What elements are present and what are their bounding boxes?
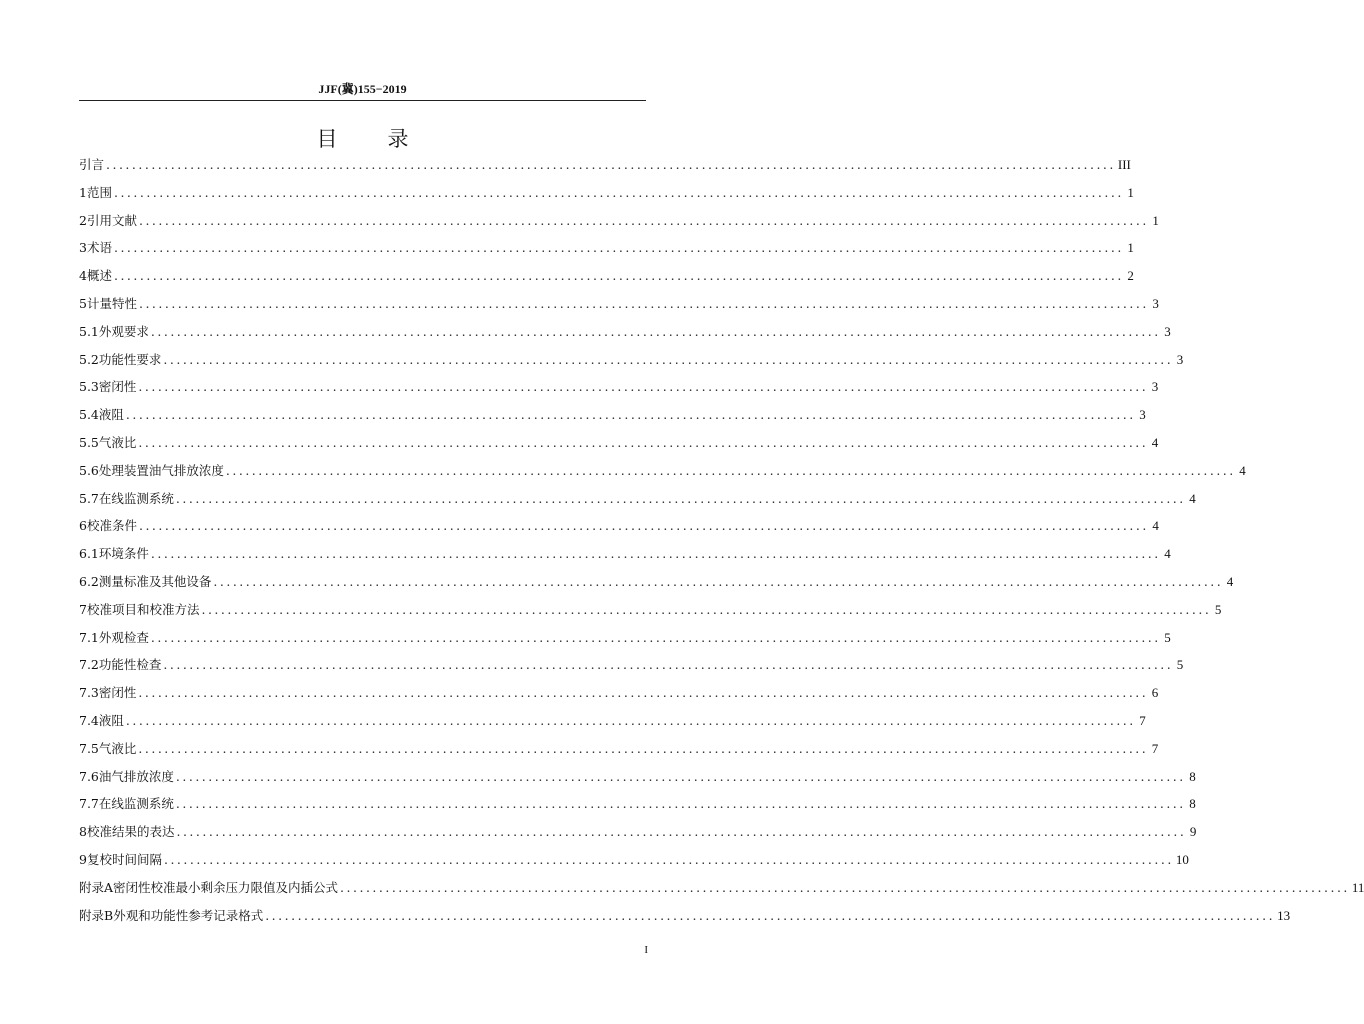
toc-entry-page: 5 (1176, 657, 1184, 673)
toc-entry-number: 5.6 (79, 462, 99, 478)
toc-entry[interactable] (79, 348, 1184, 376)
toc-entry-page: 9 (1189, 824, 1197, 840)
toc-entry[interactable] (79, 431, 1159, 459)
toc-entry-page: 5 (1214, 601, 1222, 617)
toc-dot-leader: ............................................................................................................................................................ (138, 295, 1149, 311)
toc-entry-number: 6 (79, 518, 87, 534)
toc-entry-page: 3 (1139, 407, 1146, 423)
toc-entry-number: 7 (79, 601, 87, 617)
toc-dot-leader: ............................................................................................................................................................ (138, 740, 1149, 756)
toc-entry[interactable] (79, 765, 1196, 793)
toc-dot-leader: ............................................................................................................................................................ (138, 685, 1149, 701)
toc-entry-label: 功能性检查 (98, 657, 162, 673)
toc-entry-label: 校准项目和校准方法 (86, 601, 200, 617)
toc-entry-number: 附录A (79, 879, 114, 895)
toc-entry-label: 概述 (86, 268, 112, 284)
toc-entry-page: 8 (1189, 796, 1196, 812)
toc-entry-number: 7.7 (79, 796, 99, 812)
toc-entry[interactable] (79, 709, 1146, 737)
toc-entry-label: 密闭性 (98, 379, 137, 395)
page-number: I (644, 944, 648, 956)
toc-entry-page: 1 (1127, 240, 1134, 256)
toc-dot-leader: ............................................................................................................................................................ (340, 879, 1350, 895)
toc-entry-label: 在线监测系统 (98, 490, 174, 506)
toc-dot-leader: ............................................................................................................................................................ (213, 573, 1224, 589)
toc-entry-label: 测量标准及其他设备 (98, 573, 212, 589)
toc-entry-label: 计量特性 (86, 295, 137, 311)
toc-dot-leader: ............................................................................................................................................................ (138, 212, 1149, 228)
toc-entry-number: 7.3 (79, 685, 99, 701)
toc-entry-label: 环境条件 (98, 546, 149, 562)
toc-dot-leader: ............................................................................................................................................................ (138, 518, 1149, 534)
toc-entry-page: 2 (1127, 268, 1134, 284)
toc-entry-number: 7.2 (79, 657, 99, 673)
toc-entry[interactable] (79, 848, 1189, 876)
toc-entry-label: 功能性要求 (98, 351, 162, 367)
toc-dot-leader: ............................................................................................................................................................ (113, 240, 1124, 256)
toc-entry-label: 复校时间间隔 (86, 851, 162, 867)
toc-entry-page: 7 (1151, 740, 1159, 756)
toc-dot-leader: ............................................................................................................................................................ (225, 462, 1236, 478)
toc-entry-page: 4 (1164, 546, 1171, 562)
toc-entry-page: III (1117, 157, 1131, 172)
toc-entry-page: 4 (1189, 490, 1196, 506)
toc-entry[interactable] (79, 820, 1197, 848)
toc-entry-label: 气液比 (98, 434, 137, 450)
toc-entry-page: 3 (1152, 295, 1159, 311)
toc-entry-label: 液阻 (98, 407, 124, 423)
toc-dot-leader: ............................................................................................................................................................ (163, 851, 1174, 867)
toc-dot-leader: ............................................................................................................................................................ (125, 407, 1136, 423)
toc-entry-number: 5.5 (79, 434, 99, 450)
toc-entry-page: 1 (1152, 212, 1159, 228)
toc-entry-label: 外观要求 (98, 323, 149, 339)
toc-entry[interactable] (79, 792, 1196, 820)
toc-entry-page: 3 (1151, 379, 1159, 395)
toc-entry[interactable] (79, 681, 1159, 709)
toc-entry[interactable] (79, 876, 1364, 904)
toc-dot-leader: ............................................................................................................................................................ (175, 796, 1186, 812)
toc-entry-label: 气液比 (98, 740, 137, 756)
toc-entry-number: 1 (79, 184, 87, 200)
toc-entry-label: 外观检查 (98, 629, 149, 645)
toc-entry-label: 术语 (86, 240, 112, 256)
toc-entry-page: 13 (1277, 907, 1291, 923)
toc-dot-leader: ............................................................................................................................................................ (150, 323, 1161, 339)
toc-dot-leader: ............................................................................................................................................................ (150, 546, 1161, 562)
toc-entry-number: 7.6 (79, 768, 99, 784)
toc-entry[interactable] (79, 626, 1171, 654)
toc-entry-number: 5.2 (79, 351, 99, 367)
toc-dot-leader: ............................................................................................................................................................ (138, 434, 1149, 450)
toc-entry-page: 10 (1175, 851, 1189, 867)
toc-entry-number: 2 (79, 212, 87, 228)
toc-dot-leader: ............................................................................................................................................................ (125, 712, 1136, 728)
toc-entry-page: 11 (1351, 879, 1364, 895)
toc-entry-number: 3 (79, 240, 87, 256)
toc-entry[interactable] (79, 153, 1131, 181)
toc-dot-leader: ............................................................................................................................................................ (163, 657, 1174, 673)
toc-entry-page: 6 (1151, 685, 1159, 701)
toc-entry[interactable] (79, 320, 1171, 348)
toc-entry[interactable] (79, 459, 1246, 487)
toc-entry[interactable] (79, 737, 1159, 765)
toc-entry-number: 5.3 (79, 379, 99, 395)
toc-entry-number: 5 (79, 295, 87, 311)
document-header (79, 80, 646, 101)
toc-dot-leader: ............................................................................................................................................................ (163, 351, 1174, 367)
toc-entry-page: 4 (1152, 518, 1159, 534)
toc-entry-page: 7 (1139, 712, 1146, 728)
toc-entry[interactable] (79, 598, 1222, 626)
toc-entry-number: 5.4 (79, 407, 99, 423)
toc-entry-page: 4 (1151, 434, 1159, 450)
toc-entry-number: 7.1 (79, 629, 99, 645)
toc-entry-label: 外观和功能性参考记录格式 (113, 907, 264, 923)
toc-entry-number: 8 (79, 824, 87, 840)
toc-entry-number: 5.1 (79, 323, 99, 339)
toc-dot-leader: ............................................................................................................................................................ (138, 379, 1149, 395)
toc-entry-label: 范围 (86, 184, 112, 200)
toc-entry-label: 油气排放浓度 (98, 768, 174, 784)
toc-entry[interactable] (79, 264, 1134, 292)
toc-dot-leader: ............................................................................................................................................................ (113, 268, 1124, 284)
document-code: JJF(冀)155−2019 (318, 82, 407, 96)
toc-entry[interactable] (79, 514, 1159, 542)
toc-entry-number: 附录B (79, 907, 114, 923)
toc-entry[interactable] (79, 375, 1159, 403)
toc-dot-leader: ............................................................................................................................................................ (150, 629, 1161, 645)
toc-dot-leader: ............................................................................................................................................................ (175, 768, 1186, 784)
toc-entry[interactable] (79, 292, 1159, 320)
toc-entry[interactable] (79, 181, 1134, 209)
toc-dot-leader: ............................................................................................................................................................ (176, 824, 1187, 840)
toc-entry[interactable] (79, 653, 1184, 681)
toc-entry[interactable] (79, 542, 1171, 570)
toc-entry-number: 7.4 (79, 712, 99, 728)
toc-entry-page: 3 (1164, 323, 1171, 339)
toc-dot-leader: ............................................................................................................................................................ (175, 490, 1186, 506)
toc-entry-number: 6.1 (79, 546, 99, 562)
table-of-contents (79, 153, 1364, 931)
toc-dot-leader: ............................................................................................................................................................ (106, 157, 1116, 172)
toc-entry[interactable] (79, 487, 1196, 515)
toc-entry-number: 5.7 (79, 490, 99, 506)
toc-entry-label: 校准条件 (86, 518, 137, 534)
toc-entry-label: 密闭性 (98, 685, 137, 701)
toc-entry-label: 液阻 (98, 712, 124, 728)
toc-entry-page: 5 (1164, 629, 1171, 645)
toc-entry-label: 处理装置油气排放浓度 (98, 462, 224, 478)
toc-entry-label: 在线监测系统 (98, 796, 174, 812)
toc-entry-label: 密闭性校准最小剩余压力限值及内插公式 (113, 879, 339, 895)
toc-entry-number: 6.2 (79, 573, 99, 589)
toc-entry-page: 4 (1239, 462, 1246, 478)
toc-dot-leader: ............................................................................................................................................................ (113, 184, 1124, 200)
toc-entry[interactable] (79, 209, 1159, 237)
toc-entry[interactable] (79, 236, 1134, 264)
page-title: 目录 (316, 127, 459, 151)
toc-entry-page: 8 (1189, 768, 1196, 784)
toc-entry-page: 1 (1127, 184, 1134, 200)
toc-entry-number: 7.5 (79, 740, 99, 756)
toc-entry-number: 9 (79, 851, 87, 867)
toc-entry[interactable] (79, 570, 1234, 598)
toc-entry[interactable] (79, 403, 1146, 431)
toc-entry-number: 4 (79, 268, 87, 284)
toc-dot-leader: ............................................................................................................................................................ (265, 907, 1276, 923)
toc-entry-label: 校准结果的表达 (86, 824, 175, 840)
toc-entry-label: 引用文献 (86, 212, 137, 228)
toc-entry-page: 4 (1226, 573, 1234, 589)
toc-entry-label: 引言 (79, 157, 105, 172)
toc-entry[interactable] (79, 904, 1291, 932)
toc-dot-leader: ............................................................................................................................................................ (201, 601, 1212, 617)
toc-entry-page: 3 (1176, 351, 1184, 367)
